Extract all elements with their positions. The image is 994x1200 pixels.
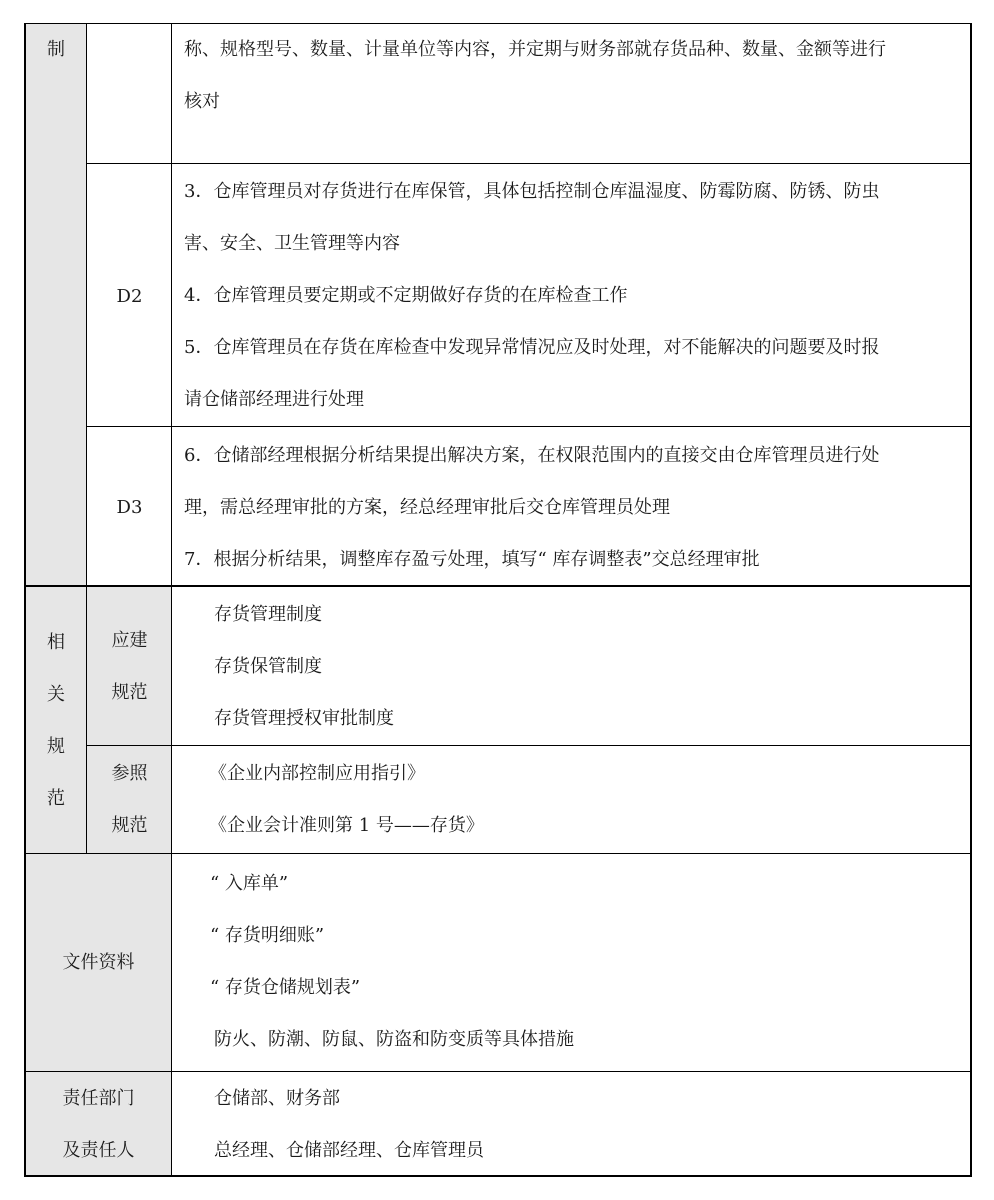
files-item-1: “ 入库单”	[210, 873, 289, 894]
hline-d3-top	[86, 426, 972, 427]
d3-line-2: 理，需总经理审批的方案，经总经理审批后交仓库管理员处理	[184, 497, 670, 518]
should-build-label-2: 规范	[111, 682, 148, 703]
d2-code: D2	[116, 286, 143, 307]
should-build-item-2: 存货保管制度	[214, 656, 322, 677]
should-build-item-3: 存货管理授权审批制度	[214, 708, 394, 729]
d2-line-1: 3．仓库管理员对存货进行在库保管，具体包括控制仓库温湿度、防霉防腐、防锈、防虫	[184, 181, 880, 202]
d3-code: D3	[116, 497, 143, 518]
outer-bottom-border	[24, 1175, 972, 1177]
responsibility-item-1: 仓储部、财务部	[214, 1088, 340, 1109]
related-label-char-4: 范	[47, 788, 65, 809]
d3-line-1: 6．仓储部经理根据分析结果提出解决方案，在权限范围内的直接交由仓库管理员进行处	[184, 445, 880, 466]
related-label-char-2: 关	[47, 684, 65, 705]
outer-left-border	[24, 23, 26, 1177]
hline-reference-top	[86, 745, 972, 746]
files-item-4: 防火、防潮、防鼠、防盗和防变质等具体措施	[214, 1029, 574, 1050]
vline-col2	[171, 23, 172, 1177]
outer-right-border	[970, 23, 972, 1177]
vline-col1	[86, 23, 87, 854]
responsibility-label-2: 及责任人	[62, 1140, 135, 1161]
hline-d2-top	[86, 163, 972, 164]
related-label-char-3: 规	[47, 736, 65, 757]
continuation-line-2: 核对	[184, 91, 220, 112]
d2-line-5: 请仓储部经理进行处理	[184, 389, 364, 410]
should-build-label-1: 应建	[111, 630, 148, 651]
related-label-char-1: 相	[47, 632, 65, 653]
reference-label-2: 规范	[111, 815, 148, 836]
continuation-line-1: 称、规格型号、数量、计量单位等内容，并定期与财务部就存货品种、数量、金额等进行	[184, 39, 886, 60]
hline-section-related	[24, 585, 972, 587]
d3-line-3: 7．根据分析结果，调整库存盈亏处理，填写“ 库存调整表”交总经理审批	[184, 549, 760, 570]
reference-item-1: 《企业内部控制应用指引》	[209, 763, 425, 784]
responsibility-item-2: 总经理、仓储部经理、仓库管理员	[214, 1140, 484, 1161]
hline-files-top	[24, 853, 972, 854]
section1-vertical-label: 制	[47, 39, 65, 60]
hline-responsibility-top	[24, 1071, 972, 1072]
files-label: 文件资料	[62, 952, 135, 973]
related-label-cell	[25, 586, 87, 854]
d2-line-2: 害、安全、卫生管理等内容	[184, 233, 400, 254]
should-build-label-cell	[87, 586, 172, 746]
files-item-3: “ 存货仓储规划表”	[210, 977, 361, 998]
d2-line-3: 4．仓库管理员要定期或不定期做好存货的在库检查工作	[184, 285, 628, 306]
outer-top-border	[24, 23, 972, 24]
should-build-item-1: 存货管理制度	[214, 604, 322, 625]
reference-item-2: 《企业会计准则第 1 号——存货》	[209, 815, 484, 836]
responsibility-label-1: 责任部门	[62, 1088, 135, 1109]
files-item-2: “ 存货明细账”	[210, 925, 325, 946]
d2-line-4: 5．仓库管理员在存货在库检查中发现异常情况应及时处理，对不能解决的问题要及时报	[184, 337, 880, 358]
section1-label-cell	[25, 24, 87, 586]
reference-label-1: 参照	[111, 763, 148, 784]
